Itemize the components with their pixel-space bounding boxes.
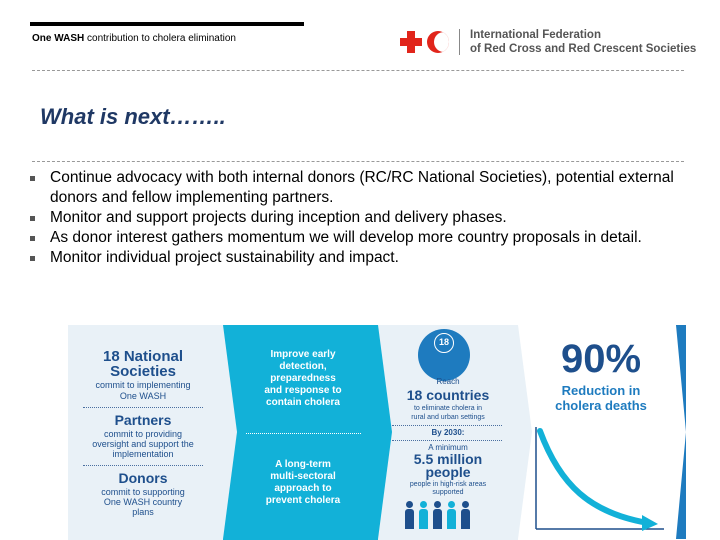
- bullet-item: [30, 168, 690, 208]
- ifrc-logo: [400, 28, 696, 56]
- improve-line-4: and response to: [264, 385, 342, 396]
- partners-sub-1: commit to providing: [103, 429, 183, 439]
- bullet-item: [30, 208, 690, 228]
- red-crescent-icon: [427, 31, 449, 53]
- longterm-line-4: prevent cholera: [265, 495, 341, 506]
- bullet-item: [30, 228, 690, 248]
- improve-line-5: contain cholera: [266, 397, 340, 408]
- dotted-separator: [83, 465, 203, 466]
- partners-title: Partners: [114, 412, 172, 428]
- bullet-item: [30, 248, 690, 268]
- donors-sub-3: plans: [132, 507, 154, 517]
- donors-title: Donors: [118, 470, 168, 486]
- badge-number: 18: [434, 333, 454, 353]
- person-icon: [404, 501, 414, 531]
- donors-sub-1: commit to supporting: [101, 487, 185, 497]
- bullet-text: As donor interest gathers momentum we will develop more country proposals in detail.: [50, 229, 642, 246]
- eliminate-line-1: to eliminate cholera in: [413, 405, 483, 412]
- dotted-separator: [83, 407, 203, 408]
- ns-title-1: 18 National: [102, 348, 184, 365]
- dotted-separator: [392, 440, 502, 441]
- logo-line-2: of Red Cross and Red Crescent Societies: [470, 43, 697, 55]
- ns-title-2: Societies: [110, 363, 176, 380]
- by-2030-label: By 2030:: [431, 428, 465, 437]
- logo-divider: [459, 29, 460, 55]
- logo-line-1: International Federation: [470, 29, 601, 41]
- million-value: 5.5 million: [413, 451, 483, 467]
- header-rule: [30, 22, 304, 26]
- bullet-text: Continue advocacy with both internal donors (RC/RC National Societies), potential external donors and fellow implementing partners.: [50, 169, 674, 206]
- minimum-label: A minimum: [428, 443, 468, 452]
- bullet-icon: [30, 216, 35, 221]
- countries-value: 18 countries: [406, 387, 490, 403]
- people-value: people: [425, 464, 471, 480]
- chevron-tail: [676, 325, 686, 539]
- donors-sub-2: One WASH country: [103, 497, 183, 507]
- bullet-text: Monitor individual project sustainability and impact.: [50, 249, 399, 266]
- reduction-line-2: cholera deaths: [555, 398, 647, 413]
- dashed-divider-bottom: [32, 161, 684, 162]
- header-subtitle: [32, 33, 236, 44]
- dotted-separator: [246, 433, 361, 434]
- red-cross-icon: [400, 31, 422, 53]
- dashed-divider-top: [32, 70, 684, 71]
- logo-text: [470, 28, 696, 56]
- decline-curve-icon: [530, 425, 668, 535]
- slide-title: What is next……..: [40, 104, 226, 129]
- ns-sub-1: commit to implementing: [95, 380, 191, 390]
- bullet-icon: [30, 176, 35, 181]
- bullet-list: [30, 168, 690, 268]
- improve-line-1: Improve early: [270, 349, 336, 360]
- bullet-icon: [30, 256, 35, 261]
- ns-sub-2: One WASH: [119, 391, 167, 401]
- partners-sub-3: implementation: [112, 449, 174, 459]
- bullet-icon: [30, 236, 35, 241]
- reduction-line-1: Reduction in: [561, 383, 641, 398]
- person-icon: [460, 501, 470, 531]
- person-icon: [446, 501, 456, 531]
- header-subtitle-bold: One WASH: [32, 33, 85, 44]
- improve-line-3: preparedness: [270, 373, 336, 384]
- bullet-text: Monitor and support projects during inception and delivery phases.: [50, 209, 507, 226]
- globe-icon: [418, 329, 470, 381]
- one-wash-infographic: [68, 325, 686, 540]
- longterm-line-3: approach to: [274, 483, 332, 494]
- person-icon: [418, 501, 428, 531]
- longterm-line-1: A long-term: [275, 459, 331, 470]
- longterm-line-2: multi-sectoral: [270, 471, 336, 482]
- people-icon-group: [404, 501, 470, 531]
- reach-label: Reach: [436, 377, 460, 386]
- eliminate-line-2: rural and urban settings: [411, 414, 485, 421]
- person-icon: [432, 501, 442, 531]
- dotted-separator: [392, 425, 502, 426]
- supported-line-2: supported: [432, 489, 464, 496]
- improve-line-2: detection,: [279, 361, 327, 372]
- header-subtitle-rest: contribution to cholera elimination: [87, 33, 236, 44]
- partners-sub-2: oversight and support the: [92, 439, 194, 449]
- supported-line-1: people in high-risk areas: [409, 481, 487, 488]
- percent-value: 90%: [560, 337, 642, 381]
